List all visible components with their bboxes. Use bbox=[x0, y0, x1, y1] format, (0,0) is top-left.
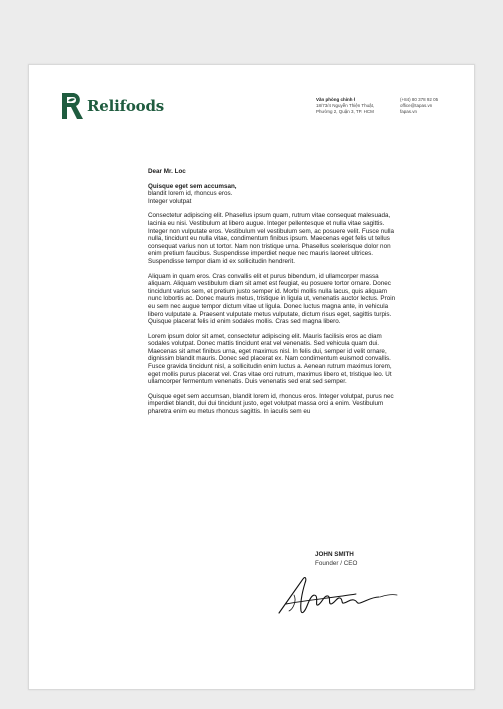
website: fapas.vn bbox=[400, 108, 418, 114]
contact-info bbox=[400, 97, 438, 114]
phone-number: (+84) 80 378 92 05 bbox=[400, 97, 439, 102]
paragraph-3: Lorem ipsum dolor sit amet, consectetur adipiscing elit. Mauris facilisis eros ac diam sodales volutpat. Donec mattis tincidunt erat vel venenatis. Sed vehicula quam dui. Maecenas sit amet finibus urna, eget maximus nisl. In felis dui, semper id velit ornare, dignissim blandit mauris. Donec sed placerat ex. Nam condimentum euismod convallis. Fusce gravida tincidunt nisl, a sollicitudin enim luctus a. Aenean rutrum maximus lorem, eget mollis purus placerat vel. Cras vitae orci rutrum, maximus libero et, tristique leo. Ut ullamcorper fermentum venenatis. Duis venenatis sed erat sed semper. bbox=[148, 332, 392, 386]
address-line-2: Phường 2, Quận 3, TP. HCM bbox=[316, 108, 374, 114]
letter-page bbox=[28, 64, 475, 690]
paragraph-4: Quisque eget sem accumsan, blandit lorem id, rhoncus eros. Integer volutpat, purus nec imperdiet blandit, dui dui tincidunt justo, eget volutpat massa orci a enim. Vestibulum pharetra enim eu metus rhoncus sagittis. In iaculis sem eu bbox=[148, 392, 394, 416]
paragraph-1: Consectetur adipiscing elit. Phasellus ipsum quam, rutrum vitae consequat malesuada, lacinia eu nisi. Vestibulum at libero augue. Integer pellentesque et nulla vitae sagittis. Integer non vulputate eros. Vestibulum vel vestibulum sem, ac posuere velit. Fusce nulla nulla, tincidunt eu nulla vitae, condimentum finibus ipsum. Maecenas eget felis ut tellus consequat varius non ut tortor. Nam non tristique urna. Phasellus scelerisque dolor non enim pretium faucibus. Suspendisse imperdiet neque nec mauris laoreet ultrices. Suspendisse tempor diam id ex sollicitudin hendrerit. bbox=[148, 212, 395, 265]
subject-line-2: blandit lorem id, rhoncus eros. bbox=[148, 190, 233, 198]
brand-name: Relifoods bbox=[87, 97, 165, 115]
subject-line: Quisque eget sem accumsan, bbox=[148, 182, 237, 190]
paragraph-2: Aliquam in quam eros. Cras convallis elit et purus bibendum, id ullamcorper massa aliquam. Aliquam vestibulum diam sit amet est feugiat, eu posuere tortor ornare. Donec tincidunt varius sem, et pretium justo semper id. Morbi mollis nulla lacus, quis aliquam nunc lobortis ac. Donec mauris metus, tristique in ligula ut, venenatis auctor lectus. Proin eu sem nec augue tempor dictum vitae ut ligula. Donec luctus magna ante, in vehicula libero vulputate a. Praesent vulputate metus vulputate, dictum risus eget, sagittis turpis. Quisque placerat felis id enim sodales mollis. Cras sed magna libero. bbox=[148, 272, 396, 326]
signer-name: JOHN SMITH bbox=[315, 551, 354, 558]
email-address: office@tapas.vn bbox=[400, 102, 433, 108]
office-address bbox=[316, 97, 374, 114]
greeting: Dear Mr. Loc bbox=[148, 168, 186, 175]
brand-logo bbox=[60, 92, 164, 120]
letter-body bbox=[148, 168, 398, 416]
address-line-1: 18/73/4 Nguyễn Thiện Thuật, bbox=[316, 102, 375, 108]
signer-title: Founder / CEO bbox=[315, 560, 358, 567]
handwritten-signature bbox=[276, 573, 401, 618]
address-title: Văn phòng chính ł bbox=[316, 97, 355, 102]
relifoods-leaf-icon bbox=[60, 92, 84, 120]
subject-line-3: Integer volutpat bbox=[148, 197, 192, 205]
